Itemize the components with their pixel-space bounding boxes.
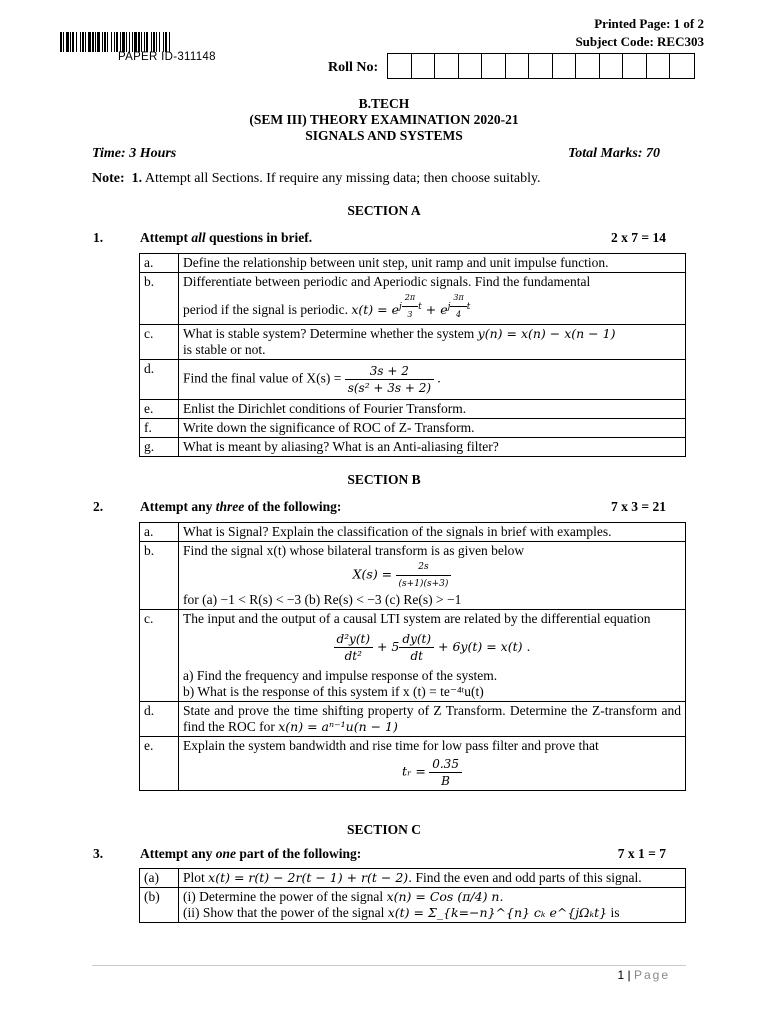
- section-b-title: SECTION B: [347, 472, 421, 487]
- total-marks: Total Marks: 70: [567, 146, 660, 161]
- table-row: f. Write down the significance of ROC of Z- Transform.: [140, 419, 686, 438]
- table-row: d. State and prove the time shifting property of Z Transform. Determine the Z-transform and find the ROC for x(n) = aⁿ⁻¹u(n − 1): [140, 702, 686, 737]
- note: Note: 1. Attempt all Sections. If require any missing data; then choose suitably.: [92, 171, 541, 186]
- table-row: (a) Plot x(t) = r(t) − 2r(t − 1) + r(t − 2). Find the even and odd parts of this signal.: [140, 869, 686, 888]
- q2-instruction: Attempt any three of the following:: [140, 499, 342, 514]
- printed-page: Printed Page: 1 of 2: [594, 16, 704, 31]
- section-a-table: [139, 253, 686, 457]
- table-row: a. Define the relationship between unit step, unit ramp and unit impulse function.: [140, 254, 686, 273]
- table-row: d. Find the final value of X(s) = $\frac{3s + 2}{\text{s(s² + 3s + 2)}}$ .: [140, 360, 686, 400]
- section-a-title: SECTION A: [347, 203, 421, 218]
- subject-code: Subject Code: REC303: [575, 34, 704, 49]
- q1-instruction: Attempt all questions in brief.: [140, 230, 313, 245]
- table-row: a. What is Signal? Explain the classification of the signals in brief with examples.: [140, 523, 686, 542]
- exam-title: (SEM III) THEORY EXAMINATION 2020-21: [249, 112, 519, 127]
- table-row: (b) (i) Determine the power of the signal x(n) = Cos (π/4) n. (ii) Show that the power of the signal x(t) = Σ_{k=−n}^{n} cₖ e^{jΩₖt} is: [140, 888, 686, 923]
- subject-title: SIGNALS AND SYSTEMS: [305, 128, 463, 143]
- table-row: e. Enlist the Dirichlet conditions of Fourier Transform.: [140, 400, 686, 419]
- page-footer: 1 | Page: [617, 968, 670, 982]
- table-row: g. What is meant by aliasing? What is an Anti-aliasing filter?: [140, 438, 686, 457]
- degree: B.TECH: [358, 96, 410, 111]
- q3-number: 3.: [93, 846, 104, 861]
- q3-marks: 7 x 1 = 7: [617, 846, 666, 861]
- roll-no-boxes: [387, 53, 695, 79]
- q2-marks: 7 x 3 = 21: [611, 499, 666, 514]
- table-row: c. What is stable system? Determine whether the system y(n) = x(n) − x(n − 1) is stable or not.: [140, 325, 686, 360]
- section-c-title: SECTION C: [347, 822, 421, 837]
- q3-instruction: Attempt any one part of the following:: [140, 846, 362, 861]
- time: Time: 3 Hours: [92, 146, 177, 161]
- section-c-table: [139, 868, 686, 923]
- table-row: b. Find the signal x(t) whose bilateral transform is as given below X(s) = $\frac{2s}{(s+1)(s+3)}$ for (a) −1 < R(s) < −3 (b) Re(s) < −3 (c) Re(s) > −1: [140, 542, 686, 610]
- footer-divider: [92, 965, 686, 966]
- q2-number: 2.: [93, 499, 104, 514]
- table-row: b. Differentiate between periodic and Aperiodic signals. Find the fundamental period if the signal is periodic. $x(t) = e^{j \frac{2\pi}{3} t} + e^{j \frac{3\pi}{4} t}$: [140, 273, 686, 325]
- q1-number: 1.: [93, 230, 104, 245]
- paper-id: PAPER ID-311148: [118, 51, 216, 63]
- roll-no-label: Roll No:: [328, 60, 379, 75]
- barcode: [60, 32, 290, 52]
- section-b-table: [139, 522, 686, 791]
- table-row: e. Explain the system bandwidth and rise time for low pass filter and prove that tᵣ = $\frac{0.35}{B}$: [140, 737, 686, 791]
- table-row: c. The input and the output of a causal LTI system are related by the differential equation $\frac{\text{d²y(t)}}{\text{dt²}}$ + 5 $\frac{dy(t)}{dt}$ + 6y(t) = x(t) . a) Find the frequency and impulse response of the system. b) What is the response of this system if x (t) = te⁻⁴ᵗu(t): [140, 610, 686, 702]
- q1-marks: 2 x 7 = 14: [611, 230, 666, 245]
